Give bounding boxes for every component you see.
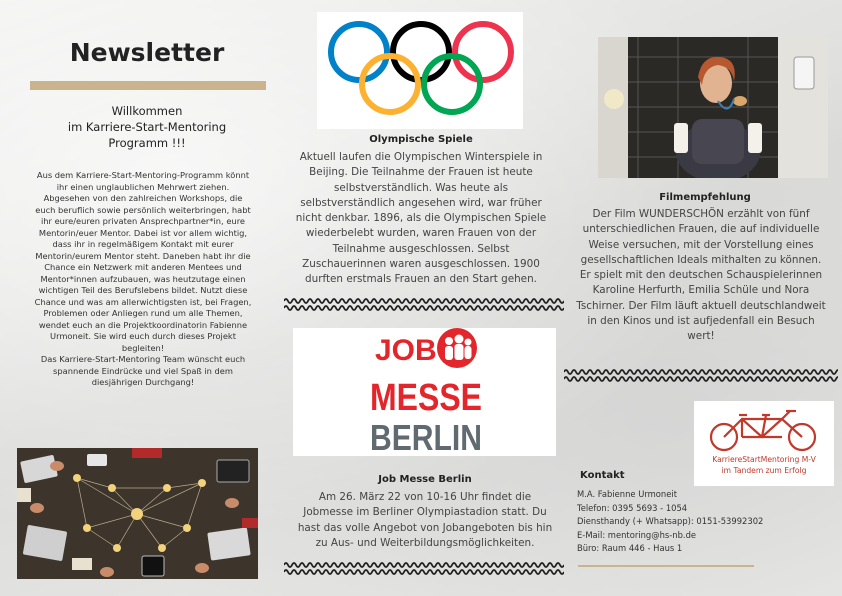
olympic-ring bbox=[455, 24, 511, 80]
intro-line: Mentor*innen aufzubauen, was heutzutage einen bbox=[40, 273, 246, 284]
wave-divider bbox=[284, 560, 564, 576]
olympics-line: selbstverständlich angesehen wird, war früher bbox=[300, 196, 542, 209]
intro-line: begleiten! bbox=[121, 342, 165, 353]
olympics-line: Aktuell laufen die Olympischen Winterspiele in bbox=[299, 151, 543, 163]
intro-line: Problemen oder Anliegen rund um alle Themen, bbox=[43, 308, 243, 318]
jobmesse-line: zu Aus- und Weiterbildungsmöglichkeiten. bbox=[315, 536, 535, 549]
tandem-logo bbox=[694, 401, 834, 486]
olympics-line: selbstverständlich. Was heute als bbox=[334, 181, 508, 194]
intro-line: euch beruflich sowie persönlich weiterbringen, habt bbox=[35, 204, 251, 215]
intro-line: ihr einen unglaublichen Mehrwert ziehen. bbox=[56, 181, 230, 192]
olympic-ring bbox=[362, 56, 418, 112]
contact-office: Büro: Raum 446 - Haus 1 bbox=[577, 543, 683, 554]
jobmesse-line: hast das volle Angebot von Jobangeboten bis hin bbox=[297, 521, 553, 534]
film-line: Er spielt mit den deutschen Schauspielerinnen bbox=[579, 269, 823, 282]
film-heading: Filmempfehlung bbox=[659, 192, 751, 203]
film-line: Tschirner. Der Film läuft aktuell deutschlandweit bbox=[576, 299, 826, 312]
olympics-text bbox=[294, 150, 548, 288]
olympics-line: durften erstmals Frauen an den Start gehen. bbox=[305, 273, 537, 286]
intro-line: Das Karriere-Start-Mentoring Team wünscht euch bbox=[40, 354, 246, 364]
wave-divider bbox=[284, 296, 564, 312]
olympics-line: nicht denkbar. 1896, als die Olympischen Spiele bbox=[295, 212, 547, 225]
intro-line: wichtigen Teil des Berufslebens bildet. Nutzt diese bbox=[38, 285, 248, 295]
intro-line: dass ihr in regelmäßigem Kontakt mit eurer bbox=[52, 239, 234, 249]
film-line: gesellschaftlichen Ideals mithalten zu können. bbox=[580, 253, 822, 266]
film-line: Der Film WUNDERSCHÖN erzählt von fünf bbox=[592, 208, 810, 220]
contact-underline bbox=[578, 565, 754, 567]
logo-word-job: JOB bbox=[375, 334, 437, 367]
intro-line: Abgesehen von den zahlreichen Workshops, die bbox=[43, 193, 243, 203]
olympic-ring bbox=[393, 24, 449, 80]
intro-line: Chance und was am allerwichtigsten ist, bei Fragen, bbox=[34, 296, 252, 307]
title-underline bbox=[30, 81, 266, 90]
intro-text bbox=[24, 170, 262, 389]
jobmesse-heading: Job Messe Berlin bbox=[378, 474, 472, 485]
film-still-photo bbox=[598, 37, 828, 178]
intro-line: wendet euch an die Projektkoordinatorin Fabienne bbox=[38, 319, 248, 330]
jobmesse-logo bbox=[293, 328, 556, 456]
logo-word-berlin: BERLIN bbox=[370, 417, 482, 456]
wave-divider bbox=[564, 367, 838, 383]
film-line: Weise versuchen, mit der Vorstellung eines bbox=[588, 238, 814, 251]
contact-email[interactable]: E-Mail: mentoring@hs-nb.de bbox=[577, 529, 697, 540]
intro-line: Mentorin/eurem Mentor steht. Daneben habt ihr die bbox=[35, 250, 251, 261]
olympics-heading: Olympische Spiele bbox=[369, 134, 473, 145]
intro-line: spannende Eindrücke und viel Spaß in dem bbox=[53, 365, 233, 376]
olympic-ring bbox=[424, 56, 480, 112]
intro-line: ihr eure/euren privaten Ansprechpartner*in, eure bbox=[40, 216, 246, 226]
people-icon bbox=[437, 328, 477, 368]
welcome-heading bbox=[28, 103, 266, 151]
tandem-name: KarriereStartMentoring M-V bbox=[712, 455, 816, 464]
contact-details bbox=[577, 488, 807, 556]
logo-word-messe: MESSE bbox=[370, 377, 482, 419]
olympics-line: wiederbelebt wurden, waren Frauen von der bbox=[305, 227, 537, 240]
contact-heading: Kontakt bbox=[580, 470, 625, 481]
tandem-slogan: im Tandem zum Erfolg bbox=[721, 466, 807, 475]
film-line: in den Kinos und ist aufjedenfall ein Besuch bbox=[587, 315, 815, 328]
film-line: wert! bbox=[687, 330, 715, 343]
olympic-ring bbox=[331, 24, 387, 80]
tandem-bike-icon bbox=[694, 401, 834, 455]
film-line: Karoline Herfurth, Emilia Schüle und Nora bbox=[592, 284, 810, 297]
olympics-line: Zuschauerinnen waren ausgeschlossen. 1900 bbox=[302, 258, 540, 271]
newsletter-title: Newsletter bbox=[69, 38, 225, 67]
jobmesse-line: Am 26. März 22 von 10-16 Uhr findet die bbox=[318, 491, 532, 503]
film-text bbox=[566, 207, 836, 345]
welcome-line: Willkommen bbox=[111, 104, 183, 118]
intro-line: Urmoneit. Sie wird euch durch dieses Projekt bbox=[50, 331, 236, 341]
olympics-line: Teilnahme ausgeschlossen. Selbst bbox=[332, 242, 510, 255]
jobmesse-text bbox=[290, 490, 560, 551]
welcome-line: Programm !!! bbox=[108, 136, 186, 150]
jobmesse-line: Jobmesse im Berliner Olympiastadion statt. Du bbox=[303, 506, 547, 519]
contact-phone: Telefon: 0395 5693 - 1054 bbox=[577, 502, 688, 513]
olympic-rings-image bbox=[317, 12, 523, 129]
network-illustration bbox=[17, 448, 258, 579]
intro-line: Aus dem Karriere-Start-Mentoring-Programm könnt bbox=[36, 170, 250, 180]
olympics-line: Beijing. Die Teilnahme der Frauen ist heute bbox=[309, 166, 533, 179]
intro-line: diesjährigen Durchgang! bbox=[91, 377, 195, 387]
intro-line: Chance ein Netzwerk mit anderen Mentees und bbox=[44, 262, 242, 272]
film-line: unterschiedlichen Frauen, die auf individuelle bbox=[582, 223, 820, 236]
welcome-line: im Karriere-Start-Mentoring bbox=[67, 120, 227, 134]
contact-name: M.A. Fabienne Urmoneit bbox=[577, 489, 677, 499]
contact-mobile[interactable]: Diensthandy (+ Whatsapp): 0151-53992302 bbox=[577, 516, 764, 527]
intro-line: Mentorin/euer Mentor. Dabei ist vor allem wichtig, bbox=[38, 227, 248, 238]
